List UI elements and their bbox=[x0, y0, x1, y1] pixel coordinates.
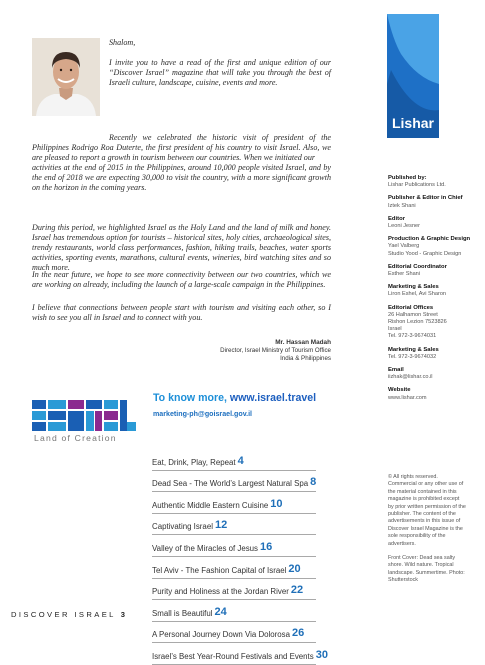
cta-website-link[interactable]: www.israel.travel bbox=[229, 392, 317, 404]
legal-notes bbox=[388, 474, 466, 592]
toc-page-number: 30 bbox=[315, 648, 328, 661]
toc-title: Israel’s Best Year-Round Festivals and Events bbox=[152, 651, 314, 661]
toc-title: Authentic Middle Eastern Cuisine bbox=[152, 500, 269, 510]
toc-page-number: 24 bbox=[214, 605, 227, 618]
copyright-notice: © All rights reserved. Commercial or any other use of the material contained in this magazine is prohibited except by prior written permission of the publisher. The content of the advertisements in this issue of Discover Israel Magazine is the sole responsibility of the advertisers. bbox=[388, 474, 466, 547]
toc-title: A Personal Journey Down Via Dolorosa bbox=[152, 630, 291, 640]
toc-row[interactable] bbox=[152, 449, 316, 471]
toc-title: Valley of the Miracles of Jesus bbox=[152, 543, 258, 553]
masthead-group bbox=[388, 264, 482, 278]
toc-row[interactable] bbox=[152, 492, 316, 514]
toc-page-number: 4 bbox=[237, 454, 244, 467]
toc-page-number: 26 bbox=[292, 627, 305, 640]
cover-credit: Front Cover: Dead sea salty shore. Wild nature. Tropical landscape. Summertime. Photo: Shutterstock bbox=[388, 555, 465, 584]
masthead-group bbox=[388, 236, 482, 258]
lishar-logo-text: Lishar bbox=[391, 115, 435, 131]
toc-page-number: 8 bbox=[310, 476, 317, 489]
footer-page-number: 3 bbox=[120, 610, 126, 619]
letter-paragraph-2-part-1: Recently we celebrated the historic visit of president of the Philippines Rodrigo Roa Duterte, the first president of his country to visit Israel. Also, we are pleased to report a growth in tourism between our countries. When we initiated our bbox=[32, 133, 331, 162]
israel-logo bbox=[32, 398, 136, 434]
cta-website-line bbox=[153, 392, 316, 404]
signature-name: Mr. Hassan Madah bbox=[275, 339, 331, 346]
toc-page-number: 22 bbox=[290, 584, 304, 597]
masthead-heading: Editorial Offices bbox=[388, 304, 434, 311]
toc-row[interactable] bbox=[152, 535, 316, 557]
masthead-group bbox=[388, 284, 482, 298]
letter-salutation: Shalom, bbox=[109, 38, 136, 47]
masthead-value: Iztek Shani bbox=[388, 202, 416, 209]
signature-region: India & Philippines bbox=[280, 355, 331, 362]
toc-title: Eat, Drink, Play, Repeat bbox=[152, 457, 236, 467]
masthead-value: Esther Shani bbox=[388, 271, 421, 278]
letter-paragraph-3: During this period, we highlighted Israel as the Holy Land and the land of milk and honey. Israel has tremendous option for tourists – historical sites, holy cities, archaeological sites, trendy restaurants, world class performances, fashion, hiking trails, beaches, water sports activities, sporting events, marathons, cultural events, wineries, bird watching sites and so much more. bbox=[32, 223, 331, 272]
signature-block bbox=[220, 339, 331, 363]
author-portrait bbox=[32, 38, 100, 116]
toc-row[interactable] bbox=[152, 600, 316, 622]
toc-page-number: 16 bbox=[259, 540, 273, 553]
masthead bbox=[388, 175, 482, 408]
cta-email-link[interactable]: marketing-ph@goisrael.gov.il bbox=[153, 410, 253, 418]
toc-row[interactable] bbox=[152, 622, 316, 644]
masthead-value: Tel. 972-3-9674032 bbox=[388, 353, 437, 360]
israel-logo-tagline: Land of Creation bbox=[34, 433, 117, 443]
israel-logo-mark bbox=[32, 398, 136, 434]
masthead-heading: Editor bbox=[388, 215, 406, 222]
table-of-contents bbox=[152, 449, 328, 665]
page-footer bbox=[11, 610, 125, 619]
masthead-value: Leoni Jesner bbox=[388, 223, 421, 230]
masthead-value: Yael Valberg bbox=[388, 243, 420, 250]
letter-paragraph-4: In the near future, we hope to see more connectivity between our two countries, which we are working on already, including the launch of a large-scale campaign in the Philippines. bbox=[32, 270, 331, 289]
masthead-value: Lishar Publications Ltd. bbox=[388, 182, 446, 189]
letter-paragraph-1: I invite you to have a read of the first and unique edition of our “Discover Israel” magazine that will take you through the best of Israeli culture, landscape, cuisine, events and more. bbox=[109, 58, 331, 87]
toc-row[interactable] bbox=[152, 643, 328, 665]
masthead-heading: Marketing & Sales bbox=[388, 346, 439, 353]
toc-title: Dead Sea - The World’s Largest Natural Spa bbox=[152, 479, 309, 489]
masthead-value: Liron Eshel, Avi Sharon bbox=[388, 291, 447, 298]
masthead-value: Rishon Lezion 7523826 bbox=[388, 319, 447, 326]
toc-title: Purity and Holiness at the Jordan River bbox=[152, 587, 289, 597]
masthead-value: iizhak@lishar.co.il bbox=[388, 374, 433, 381]
toc-page-number: 10 bbox=[270, 497, 283, 510]
masthead-group bbox=[388, 216, 482, 230]
letter-paragraph-5: I believe that connections between people start with tourism and visiting each other, so I wish to see you all in Israel and to connect with you. bbox=[32, 303, 331, 322]
masthead-heading: Marketing & Sales bbox=[388, 284, 439, 291]
masthead-value: Studio Yood - Graphic Design bbox=[388, 250, 462, 257]
signature-title: Director, Israel Ministry of Tourism Office bbox=[220, 347, 331, 354]
masthead-heading: Email bbox=[388, 367, 404, 374]
toc-row[interactable] bbox=[152, 557, 316, 579]
toc-row[interactable] bbox=[152, 579, 316, 601]
toc-page-number: 20 bbox=[288, 562, 301, 575]
masthead-group bbox=[388, 367, 482, 381]
lishar-logo bbox=[387, 14, 439, 138]
cta-lead: To know more, bbox=[153, 392, 230, 404]
masthead-value: Israel bbox=[388, 326, 402, 333]
masthead-group bbox=[388, 195, 482, 209]
letter-paragraph-2 bbox=[32, 133, 331, 192]
masthead-value: 26 Halhamon Street bbox=[388, 311, 438, 318]
toc-row[interactable] bbox=[152, 471, 316, 493]
masthead-value: Tel. 972-3-9674031 bbox=[388, 333, 437, 340]
footer-magazine-name: DISCOVER ISRAEL bbox=[11, 610, 116, 619]
toc-title: Captivating Israel bbox=[152, 522, 213, 532]
toc-row[interactable] bbox=[152, 514, 316, 536]
masthead-heading: Published by: bbox=[388, 175, 427, 181]
masthead-heading: Editorial Coordinator bbox=[388, 263, 447, 270]
masthead-heading: Publisher & Editor in Chief bbox=[388, 195, 463, 202]
toc-title: Tel Aviv - The Fashion Capital of Israel bbox=[152, 565, 287, 575]
toc-page-number: 12 bbox=[214, 519, 228, 532]
masthead-heading: Production & Graphic Design bbox=[388, 236, 471, 243]
letter-paragraph-2-part-2: activities at the end of 2015 in the Philippines, around 10,000 people visited Israel, and by the end of 2018 we are expecting 30,000 to visit the country, with a more significant growth on the horizon in the coming years. bbox=[32, 162, 331, 192]
masthead-group bbox=[388, 347, 482, 361]
masthead-group bbox=[388, 305, 482, 341]
toc-title: Small is Beautiful bbox=[152, 608, 213, 618]
masthead-heading: Website bbox=[388, 387, 411, 394]
masthead-value: www.lishar.com bbox=[388, 394, 427, 401]
masthead-group bbox=[388, 175, 482, 189]
masthead-group bbox=[388, 387, 482, 401]
